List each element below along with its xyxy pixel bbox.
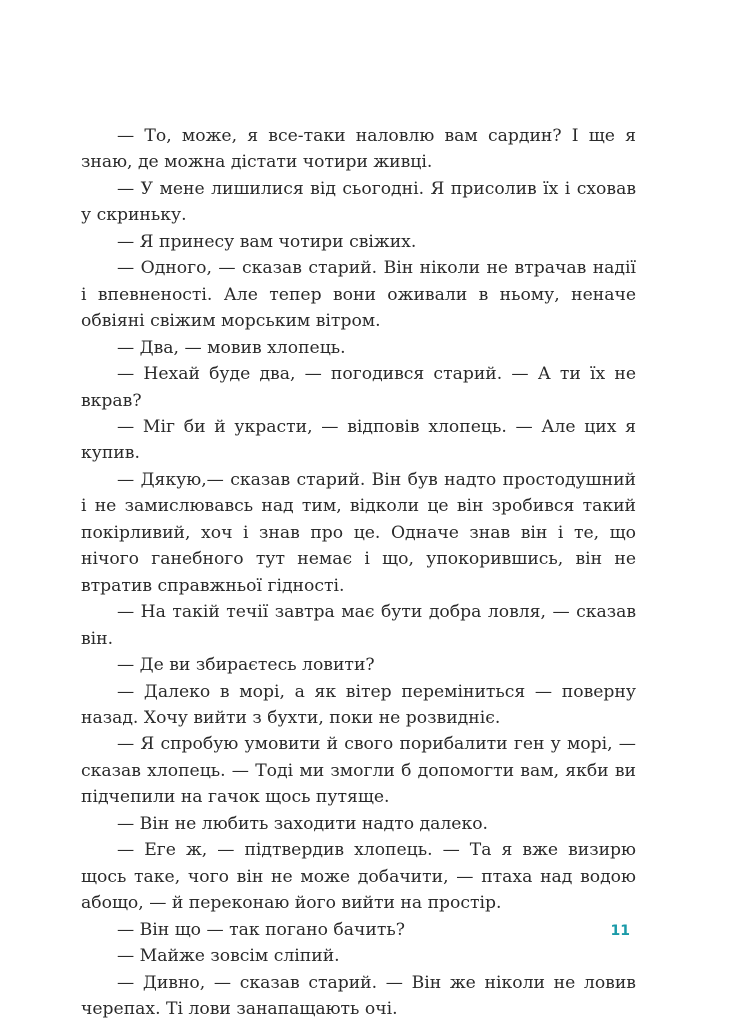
paragraph: — Нехай буде два, — погодився старий. — А ти їх не вкрав? — [81, 364, 636, 411]
paragraph: — Далеко в морі, а як вітер переміниться — поверну назад. Хочу вийти з бухти, поки не розвидніє. — [81, 681, 636, 728]
page-number: 11 — [610, 923, 630, 939]
paragraph: — То, може, я все-таки наловлю вам сардин? І ще я знаю, де можна дістати чотири живці. — [81, 126, 636, 173]
paragraph: — Одного, — сказав старий. Він ніколи не втрачав надії і впевненості. Але тепер вони оживали в ньому, неначе обвіяні свіжим морським вітром. — [81, 258, 636, 332]
paragraph: — Дивно, — сказав старий. — Він же ніколи не ловив черепах. Ті лови занапащають очі. — [81, 972, 636, 1019]
paragraph: — Він що — так погано бачить? — [117, 919, 405, 940]
paragraph: — Майже зовсім сліпий. — [117, 946, 340, 967]
paragraph: — Еге ж, — підтвердив хлопець. — Та я вже визирю щось таке, чого він не може добачити, — птаха над водою абощо, — й переконаю його вийти на простір. — [81, 840, 636, 914]
paragraph: — Міг би й украсти, — відповів хлопець. — Але цих я купив. — [81, 416, 636, 464]
paragraph: — Два, — мовив хлопець. — [117, 337, 346, 358]
paragraph: — Я спробую умовити й свого порибалити ген у морі, — сказав хлопець. — Тоді ми змогли б допомогти вам, якби ви підчепили на гачок щось путяще. — [81, 734, 636, 808]
paragraph: — Він не любить заходити надто далеко. — [117, 813, 489, 834]
body-text — [81, 123, 636, 1022]
paragraph: — Я принесу вам чотири свіжих. — [117, 231, 417, 252]
paragraph: — На такій течії завтра має бути добра ловля, — сказав він. — [81, 602, 636, 649]
paragraph: — У мене лишилися від сьогодні. Я присолив їх і сховав у скриньку. — [81, 178, 636, 226]
paragraph: — Де ви збираєтесь ловити? — [117, 655, 375, 676]
paragraph: — Дякую,— сказав старий. Він був надто простодушний і не замислювавсь над тим, відколи це він зробився такий покірливий, хоч і знав про це. Одначе знав він і те, що нічого ганебного тут немає і що, упокорившись, він не втратив справжньої гідності. — [81, 469, 636, 596]
